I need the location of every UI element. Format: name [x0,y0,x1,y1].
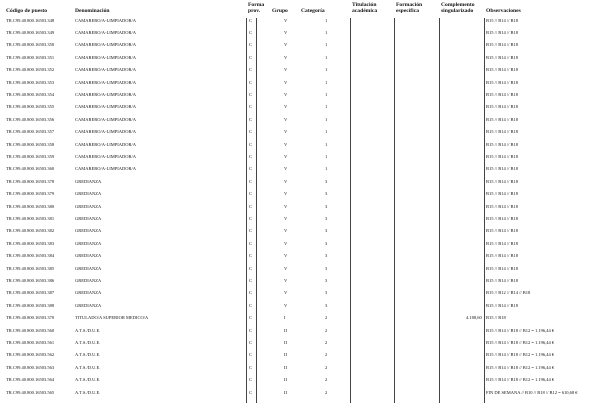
cell-forma: C [249,29,253,35]
cell-codigo: TR.C99.40.800.16503.381 [6,215,55,221]
cell-categoria: 1 [325,166,328,172]
cell-forma: C [249,315,253,321]
cell-categoria: 2 [325,389,328,395]
table-row [0,90,614,102]
cell-observaciones: B15 // B14 // B18 [486,302,519,308]
cell-forma: C [249,364,253,370]
header-forma-line2: prov. [248,8,261,14]
cell-observaciones: B15 // B14 // B18 [486,91,519,97]
cell-observaciones: B15 // B14 // B18 [486,29,519,35]
cell-forma: C [249,67,253,73]
header-titulacion [352,2,377,14]
cell-observaciones: B15 // B14 // B18 [486,253,519,259]
cell-grupo: V [284,265,288,271]
cell-grupo: V [284,153,288,159]
cell-grupo: V [284,240,288,246]
cell-categoria: 1 [325,79,328,85]
cell-codigo: TR.C99.40.800.16503.354 [6,91,55,97]
cell-codigo: TR.C99.40.800.16503.351 [6,54,55,60]
cell-codigo: TR.C99.40.800.16503.350 [6,42,55,48]
cell-categoria: 1 [325,42,328,48]
cell-observaciones: B15 // B14 // B18 [486,265,519,271]
cell-grupo: V [284,141,288,147]
cell-codigo: TR.C99.40.800.16503.565 [6,389,55,395]
table-row [0,264,614,276]
table-row [0,115,614,127]
table-row [0,251,614,263]
table-row [0,214,614,226]
cell-forma: C [249,178,253,184]
cell-grupo: II [284,339,287,345]
cell-denominacion: CAMARERO/A-LIMPIADOR/A [75,29,137,35]
cell-forma: C [249,116,253,122]
table-row [0,338,614,350]
cell-categoria: 3 [325,203,328,209]
cell-denominacion: CAMARERO/A-LIMPIADOR/A [75,79,137,85]
cell-codigo: TR.C99.40.800.16503.385 [6,265,55,271]
table-row [0,375,614,387]
cell-denominacion: GREDIANZA [75,277,102,283]
cell-grupo: V [284,191,288,197]
cell-categoria: 3 [325,191,328,197]
cell-observaciones: B15 // B14 // B18 [486,203,519,209]
cell-codigo: TR.C99.40.800.16503.348 [6,17,55,23]
cell-grupo: V [284,228,288,234]
cell-observaciones: B15 // B14 // B18 [486,240,519,246]
cell-grupo: II [284,389,287,395]
cell-codigo: TR.C99.40.800.16503.378 [6,178,55,184]
cell-denominacion: CAMARERO/A-LIMPIADOR/A [75,166,137,172]
cell-forma: C [249,215,253,221]
cell-codigo: TR.C99.40.800.16503.561 [6,339,55,345]
cell-codigo: TR.C99.40.800.16503.387 [6,290,55,296]
table-row [0,102,614,114]
cell-categoria: 1 [325,67,328,73]
cell-denominacion: A.T.S./D.U.E. [75,352,101,358]
cell-categoria: 3 [325,277,328,283]
cell-denominacion: CAMARERO/A-LIMPIADOR/A [75,54,137,60]
cell-codigo: TR.C99.40.800.16503.380 [6,203,55,209]
cell-grupo: V [284,29,288,35]
cell-categoria: 3 [325,290,328,296]
cell-denominacion: CAMARERO/A-LIMPIADOR/A [75,141,137,147]
table-row [0,177,614,189]
table-row [0,189,614,201]
cell-grupo: V [284,178,288,184]
cell-forma: C [249,228,253,234]
cell-codigo: TR.C99.40.800.16503.382 [6,228,55,234]
cell-grupo: V [284,91,288,97]
cell-grupo: V [284,166,288,172]
table-row [0,301,614,313]
cell-grupo: V [284,302,288,308]
cell-denominacion: A.T.S./D.U.E. [75,377,101,383]
header-denominacion: Denominación [75,8,110,14]
header-formacion [396,2,422,14]
table-row [0,388,614,400]
cell-forma: C [249,141,253,147]
cell-denominacion: CAMARERO/A-LIMPIADOR/A [75,116,137,122]
cell-codigo: TR.C99.40.800.16503.560 [6,327,55,333]
cell-codigo: TR.C99.40.800.16503.564 [6,377,55,383]
cell-observaciones: B15 // B14 // B18 [486,54,519,60]
cell-codigo: TR.C99.40.800.16503.357 [6,129,55,135]
cell-categoria: 1 [325,104,328,110]
cell-grupo: V [284,104,288,110]
cell-forma: C [249,352,253,358]
cell-categoria: 2 [325,364,328,370]
table-row [0,16,614,28]
table-row [0,127,614,139]
cell-codigo: TR.C99.40.800.16503.383 [6,240,55,246]
cell-observaciones: B15 // B14 // B18 [486,191,519,197]
cell-forma: C [249,191,253,197]
cell-codigo: TR.C99.40.800.16503.386 [6,277,55,283]
cell-forma: C [249,104,253,110]
cell-grupo: V [284,203,288,209]
cell-observaciones: B15 // B14 // B18 [486,129,519,135]
cell-denominacion: A.T.S./D.U.E. [75,389,101,395]
cell-categoria: 3 [325,228,328,234]
header-forma [248,2,264,14]
table-row [0,288,614,300]
cell-denominacion: CAMARERO/A-LIMPIADOR/A [75,17,137,23]
cell-forma: C [249,302,253,308]
table-row [0,276,614,288]
cell-grupo: V [284,54,288,60]
cell-categoria: 2 [325,315,328,321]
table-row [0,326,614,338]
cell-denominacion: CAMARERO/A-LIMPIADOR/A [75,67,137,73]
cell-observaciones: B15 // B14 // B18 [486,153,519,159]
cell-grupo: II [284,327,287,333]
cell-denominacion: GREDIANZA [75,178,102,184]
cell-denominacion: GREDIANZA [75,290,102,296]
cell-codigo: TR.C99.40.800.16503.360 [6,166,55,172]
cell-forma: C [249,129,253,135]
cell-forma: C [249,265,253,271]
cell-denominacion: CAMARERO/A-LIMPIADOR/A [75,129,137,135]
cell-observaciones: B15 // B14 // B18 [486,79,519,85]
cell-grupo: V [284,42,288,48]
cell-categoria: 1 [325,54,328,60]
cell-denominacion: CAMARERO/A-LIMPIADOR/A [75,104,137,110]
cell-forma: C [249,17,253,23]
cell-grupo: V [284,79,288,85]
cell-forma: C [249,339,253,345]
table-row [0,53,614,65]
cell-forma: C [249,153,253,159]
cell-categoria: 2 [325,327,328,333]
table-row [0,65,614,77]
cell-codigo: TR.C99.40.800.16503.353 [6,79,55,85]
cell-observaciones: FIN DE SEMANA // B10 // B18 // B12 = 610,68 € [486,389,578,395]
cell-denominacion: CAMARERO/A-LIMPIADOR/A [75,153,137,159]
cell-grupo: I [284,315,286,321]
cell-forma: C [249,79,253,85]
cell-forma: C [249,253,253,259]
cell-denominacion: A.T.S./D.U.E. [75,364,101,370]
cell-observaciones: B15 // B14 // B18 [486,215,519,221]
cell-grupo: V [284,290,288,296]
cell-denominacion: CAMARERO/A-LIMPIADOR/A [75,42,137,48]
header-titulacion-line1: Titulación [352,2,377,8]
cell-grupo: II [284,352,287,358]
header-formacion-line1: Formación [396,2,423,8]
cell-denominacion: GREDIANZA [75,228,102,234]
header-titulacion-line2: académica [352,8,378,14]
cell-categoria: 3 [325,302,328,308]
cell-observaciones: B15 // B14 // B18 [486,17,519,23]
cell-denominacion: GREDIANZA [75,302,102,308]
header-complemento-line1: Complemento [441,2,475,8]
cell-complemento: 4.188,60 [466,315,482,321]
cell-forma: C [249,377,253,383]
cell-categoria: 1 [325,17,328,23]
table-row [0,78,614,90]
cell-observaciones: B15 // B18 [486,315,506,321]
cell-categoria: 3 [325,265,328,271]
header-complemento-line2: singularizado [441,8,474,14]
table-row [0,28,614,40]
cell-forma: C [249,277,253,283]
cell-denominacion: GREDIANZA [75,191,102,197]
cell-codigo: TR.C99.40.800.16503.355 [6,104,55,110]
cell-codigo: TR.C99.40.800.16503.384 [6,253,55,259]
cell-observaciones: B15 // B14 // B18 [486,141,519,147]
table-row [0,239,614,251]
cell-codigo: TR.C99.40.800.16503.370 [6,315,55,321]
cell-categoria: 1 [325,153,328,159]
cell-codigo: TR.C99.40.800.16503.562 [6,352,55,358]
cell-forma: C [249,54,253,60]
cell-observaciones: B15 // B14 // B18 // B12 = 1.196,44 € [486,364,555,370]
table-row [0,202,614,214]
cell-observaciones: B15 // B14 // B18 [486,116,519,122]
table-row [0,164,614,176]
cell-codigo: TR.C99.40.800.16503.349 [6,29,55,35]
cell-observaciones: B15 // B14 // B18 [486,178,519,184]
table-row [0,363,614,375]
cell-observaciones: B15 // B14 // B18 // B12 = 1.196,44 € [486,339,555,345]
table-row [0,140,614,152]
cell-denominacion: GREDIANZA [75,240,102,246]
cell-grupo: V [284,129,288,135]
cell-categoria: 3 [325,215,328,221]
cell-categoria: 1 [325,116,328,122]
cell-observaciones: B15 // B14 // B18 [486,67,519,73]
cell-grupo: II [284,364,287,370]
cell-observaciones: B15 // B14 // B18 [486,277,519,283]
cell-observaciones: B15 // B14 // B18 [486,42,519,48]
cell-forma: C [249,240,253,246]
cell-forma: C [249,166,253,172]
cell-categoria: 3 [325,253,328,259]
header-observaciones: Observaciones [486,8,521,14]
cell-denominacion: TITULADO/A SUPERIOR MEDICO/A [75,315,149,321]
cell-codigo: TR.C99.40.800.16503.358 [6,141,55,147]
cell-grupo: V [284,253,288,259]
cell-codigo: TR.C99.40.800.16503.388 [6,302,55,308]
cell-categoria: 2 [325,377,328,383]
cell-codigo: TR.C99.40.800.16503.379 [6,191,55,197]
header-categoria: Categoría [301,8,325,14]
cell-codigo: TR.C99.40.800.16503.359 [6,153,55,159]
header-grupo: Grupo [272,8,288,14]
cell-forma: C [249,203,253,209]
cell-observaciones: B15 // B14 // B18 [486,228,519,234]
cell-grupo: V [284,215,288,221]
cell-categoria: 3 [325,240,328,246]
cell-denominacion: GREDIANZA [75,265,102,271]
cell-forma: C [249,327,253,333]
cell-categoria: 1 [325,29,328,35]
cell-forma: C [249,389,253,395]
cell-observaciones: B15 // B14 // B18 // B12 = 1.196,44 € [486,352,555,358]
cell-denominacion: CAMARERO/A-LIMPIADOR/A [75,91,137,97]
header-forma-line1: Forma [248,2,265,8]
cell-observaciones: B15 // B14 // B18 [486,104,519,110]
table-row [0,350,614,362]
cell-denominacion: A.T.S./D.U.E. [75,327,101,333]
cell-categoria: 1 [325,91,328,97]
header-codigo: Código de puesto [6,8,48,14]
table-row [0,226,614,238]
cell-categoria: 3 [325,178,328,184]
cell-observaciones: B15 // B12 // B14 // B18 [486,290,531,296]
table-row [0,152,614,164]
header-formacion-line2: específica [396,8,419,14]
cell-categoria: 1 [325,129,328,135]
cell-observaciones: B15 // B14 // B18 // B12 = 1.196,44 € [486,327,555,333]
cell-denominacion: A.T.S./D.U.E. [75,339,101,345]
cell-grupo: V [284,277,288,283]
cell-observaciones: B15 // B14 // B18 [486,166,519,172]
cell-forma: C [249,290,253,296]
cell-observaciones: B15 // B14 // B18 // B12 = 1.196,44 € [486,377,555,383]
cell-denominacion: GREDIANZA [75,253,102,259]
cell-forma: C [249,91,253,97]
table-row [0,313,614,325]
cell-grupo: V [284,67,288,73]
cell-categoria: 1 [325,141,328,147]
table-row [0,40,614,52]
cell-categoria: 2 [325,352,328,358]
cell-codigo: TR.C99.40.800.16503.356 [6,116,55,122]
cell-grupo: V [284,17,288,23]
cell-denominacion: GREDIANZA [75,215,102,221]
cell-denominacion: GREDIANZA [75,203,102,209]
cell-codigo: TR.C99.40.800.16503.352 [6,67,55,73]
cell-forma: C [249,42,253,48]
cell-codigo: TR.C99.40.800.16503.563 [6,364,55,370]
header-complemento [441,2,475,14]
cell-grupo: V [284,116,288,122]
cell-categoria: 2 [325,339,328,345]
cell-grupo: II [284,377,287,383]
